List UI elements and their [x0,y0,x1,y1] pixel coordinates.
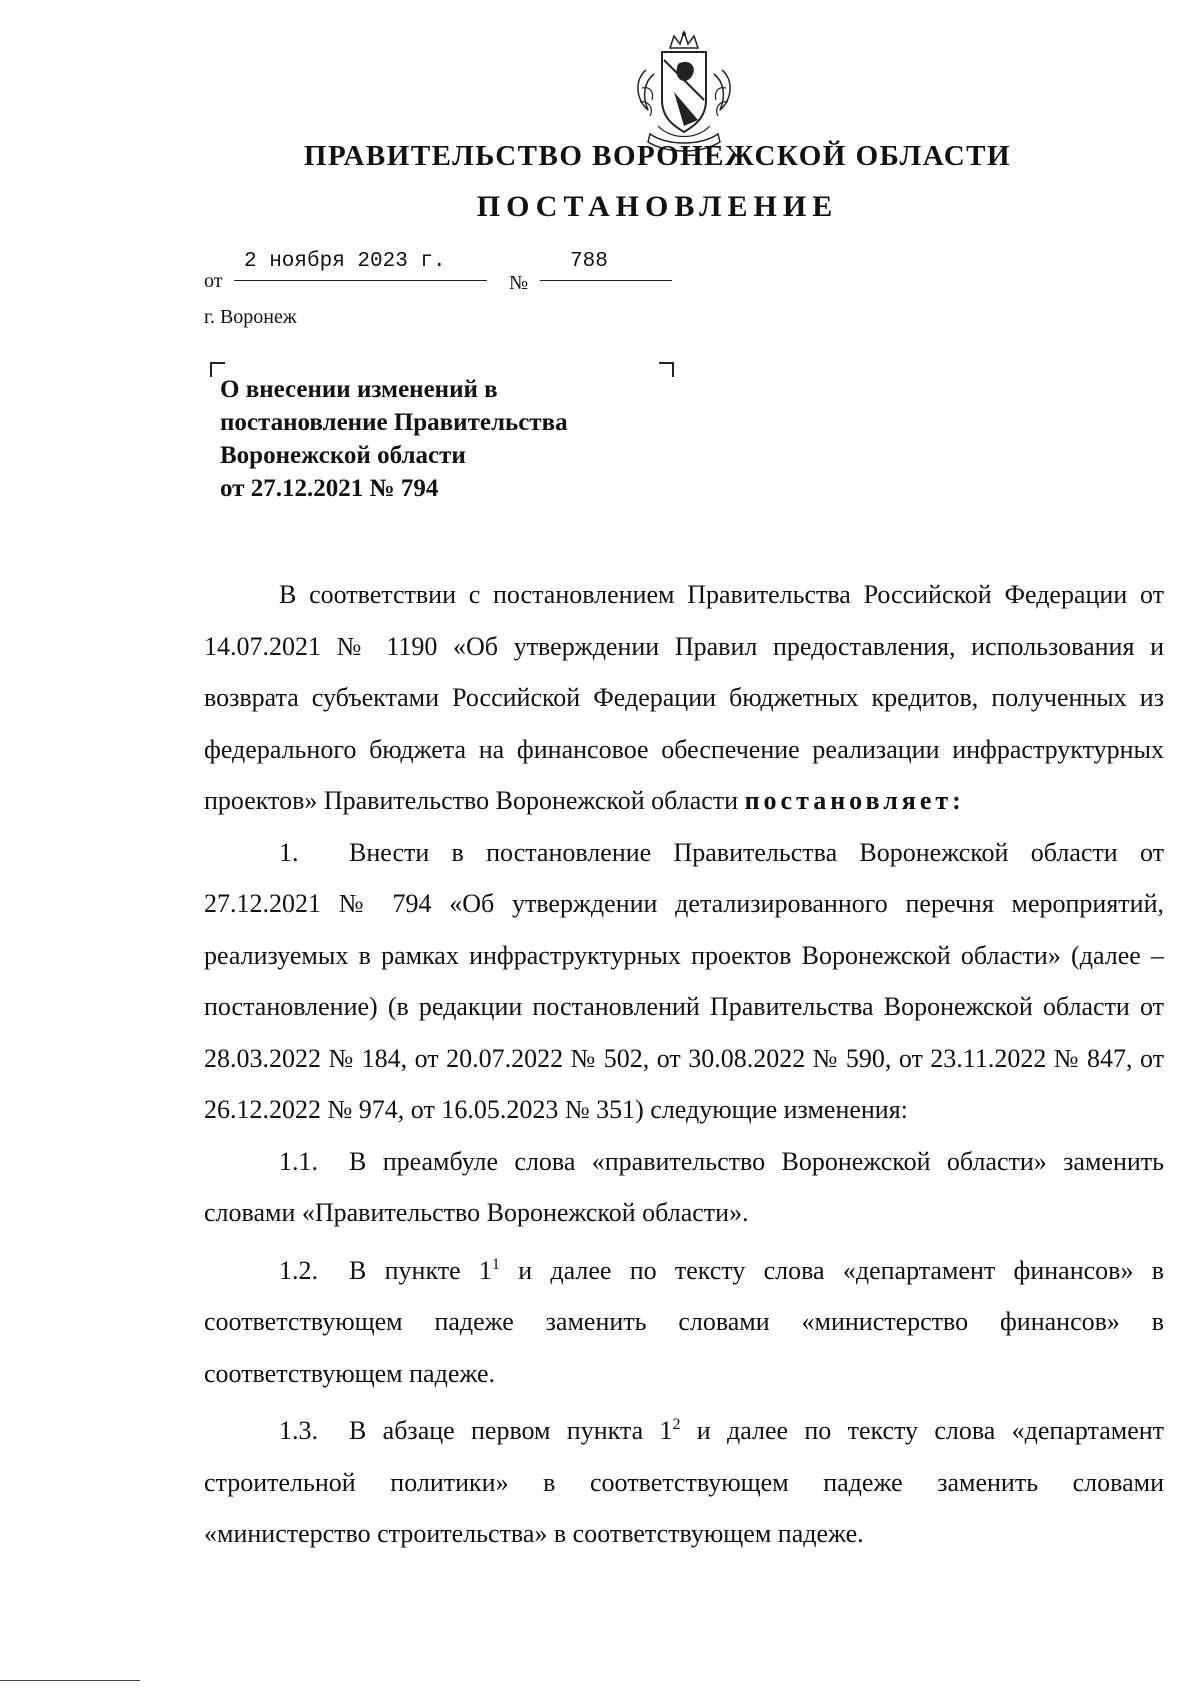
subject-line: О внесении изменений в [220,376,498,403]
subject-line: постановление Правительства [220,409,568,436]
footer-rule [0,1680,140,1681]
item-1 [204,827,1164,1136]
item-1-3 [204,1405,1164,1560]
document-date: 2 ноября 2023 г. [234,250,487,281]
organization-title: ПРАВИТЕЛЬСТВО ВОРОНЕЖСКОЙ ОБЛАСТИ [303,140,1012,172]
item-text: В абзаце первом пункта 1 [349,1416,673,1445]
subject-line: Воронежской области [220,442,466,469]
item-1-1 [204,1136,1164,1239]
number-prefix: № [509,272,529,294]
item-text-cont: и далее по тексту слова «департамент финансов» в соответствующем падеже заменить словами «министерство финансов» в соответствующем падеже. [204,1255,1164,1388]
item-number: 1.3. [279,1416,318,1445]
superscript: 1 [491,1255,500,1273]
item-number: 1. [279,837,299,867]
resolves-word: постановляет: [744,786,965,815]
document-type-title: ПОСТАНОВЛЕНИЕ [476,190,839,223]
subject-bracket-right [659,362,674,377]
city: г. Воронеж [204,306,297,328]
item-number: 1.1. [279,1146,318,1176]
date-prefix: от [204,270,223,292]
item-number: 1.2. [279,1255,318,1285]
item-text: В пункте 1 [349,1255,492,1285]
subject-line: от 27.12.2021 № 794 [220,475,439,502]
item-text: Внести в постановление Правительства Воронежской области от 27.12.2021 № 794 «Об утверждении детализированного перечня мероприятий, реализуемых в рамках инфраструктурных проектов Воронежской области» (далее – постановление) (в редакции постановлений Правительства Воронежской области от 28.03.2022 № 184, от 20.07.2022 № 502, от 30.08.2022 № 590, от 23.11.2022 № 847, от 26.12.2022 № 974, от 16.05.2023 № 351) следующие изменения: [204,837,1164,1124]
item-text: В преамбуле слова «правительство Воронежской области» заменить словами «Правительство Воронежской области». [204,1146,1164,1227]
item-text-cont: и далее по тексту слова «департамент строительной политики» в соответствующем падеже заменить словами «министерство строительства» в соответствующем падеже. [204,1416,1165,1548]
document-subject [220,373,640,505]
preamble-paragraph [204,569,1164,827]
superscript: 2 [672,1416,681,1433]
item-1-2 [204,1245,1164,1400]
document-number: 788 [540,250,672,281]
document-body [204,569,1164,1560]
preamble-text: В соответствии с постановлением Правительства Российской Федерации от 14.07.2021 № 1190 «Об утверждении Правил предоставления, использования и возврата субъектами Российской Федерации бюджетных кредитов, полученных из федерального бюджета на финансовое обеспечение реализации инфраструктурных проектов» Правительство Воронежской области [204,580,1164,815]
